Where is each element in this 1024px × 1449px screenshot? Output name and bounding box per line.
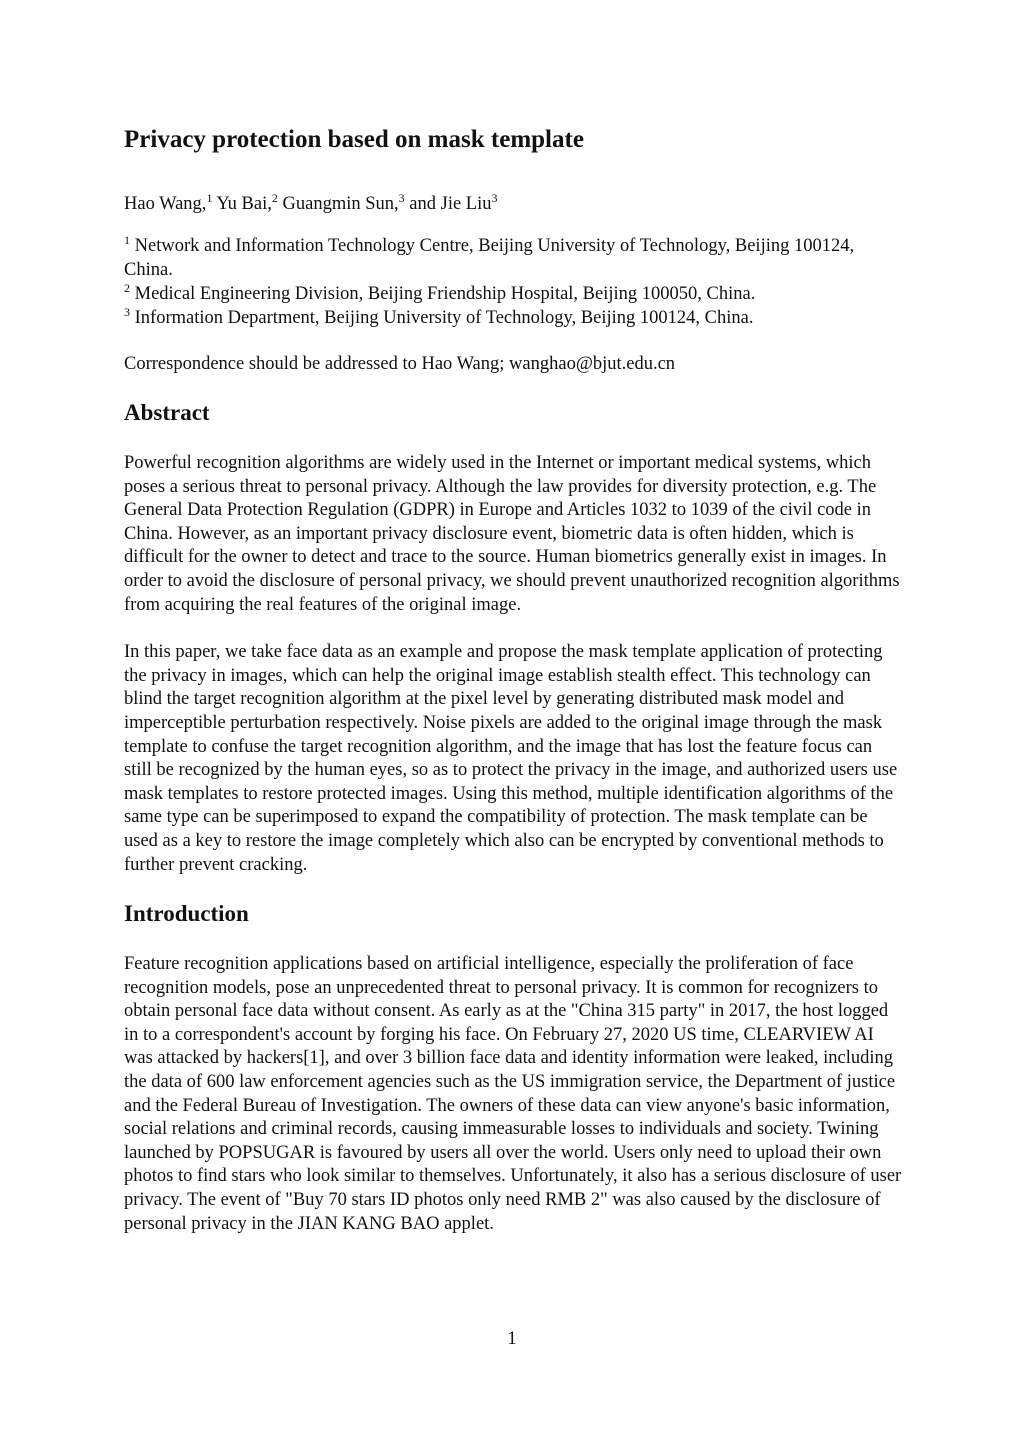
author-affiliation-mark: 1 (206, 190, 213, 205)
author-name: Hao Wang, (124, 194, 207, 214)
affiliation-number: 2 (124, 280, 130, 295)
author-list (124, 192, 904, 216)
affiliation-number: 1 (124, 232, 130, 247)
author-affiliation-mark: 2 (271, 190, 278, 205)
page-number: 1 (507, 1329, 517, 1349)
affiliation-item (124, 306, 904, 330)
author-affiliation-mark: 3 (491, 190, 498, 205)
affiliation-item (124, 234, 904, 282)
affiliation-text: Network and Information Technology Centre, Beijing University of Technology, Beijing 100124, China. (124, 236, 855, 280)
correspondence-line: Correspondence should be addressed to Hao Wang; wanghao@bjut.edu.cn (124, 354, 676, 374)
author-name: and Jie Liu (404, 194, 492, 214)
affiliation-number: 3 (124, 304, 130, 319)
affiliation-list (124, 234, 904, 330)
affiliation-text: Medical Engineering Division, Beijing Friendship Hospital, Beijing 100050, China. (130, 284, 756, 304)
abstract-heading: Abstract (124, 400, 210, 425)
introduction-paragraph: Feature recognition applications based on artificial intelligence, especially the proliferation of face recognition models, pose an unprecedented threat to personal privacy. It is common for recognizers to obtain personal face data without consent. As early as at the "China 315 party" in 2017, the host logged in to a correspondent's account by forging his face. On February 27, 2020 US time, CLEARVIEW AI was attacked by hackers[1], and over 3 billion face data and identity information were leaked, including the data of 600 law enforcement agencies such as the US immigration service, the Department of justice and the Federal Bureau of Investigation. The owners of these data can view anyone's basic information, social relations and criminal records, causing immeasurable losses to individuals and society. Twining launched by POPSUGAR is favoured by users all over the world. Users only need to upload their own photos to find stars who look similar to themselves. Unfortunately, it also has a serious disclosure of user privacy. The event of "Buy 70 stars ID photos only need RMB 2" was also caused by the disclosure of personal privacy in the JIAN KANG BAO applet. (124, 954, 902, 1234)
abstract-paragraph: Powerful recognition algorithms are widely used in the Internet or important medical systems, which poses a serious threat to personal privacy. Although the law provides for diversity protection, e.g. The General Data Protection Regulation (GDPR) in Europe and Articles 1032 to 1039 of the civil code in China. However, as an important privacy disclosure event, biometric data is often hidden, which is difficult for the owner to detect and trace to the source. Human biometrics generally exist in images. In order to avoid the disclosure of personal privacy, we should prevent unauthorized recognition algorithms from acquiring the real features of the original image. (124, 453, 900, 615)
affiliation-text: Information Department, Beijing University of Technology, Beijing 100124, China. (130, 308, 754, 328)
author-name: Guangmin Sun, (277, 194, 399, 214)
affiliation-item (124, 282, 904, 306)
author-affiliation-mark: 3 (398, 190, 405, 205)
paper-title: Privacy protection based on mask template (124, 126, 584, 153)
author-name: Yu Bai, (212, 194, 272, 214)
introduction-heading: Introduction (124, 901, 249, 927)
abstract-paragraph: In this paper, we take face data as an example and propose the mask template application of protecting the privacy in images, which can help the original image establish stealth effect. This technology can blind the target recognition algorithm at the pixel level by generating distributed mask model and imperceptible perturbation respectively. Noise pixels are added to the original image through the mask template to confuse the target recognition algorithm, and the image that has lost the feature focus can still be recognized by the human eyes, so as to protect the privacy in the image, and authorized users use mask templates to restore protected images. Using this method, multiple identification algorithms of the same type can be superimposed to expand the compatibility of protection. The mask template can be used as a key to restore the image completely which also can be encrypted by conventional methods to further prevent cracking. (124, 642, 898, 875)
page-content (124, 124, 904, 1236)
